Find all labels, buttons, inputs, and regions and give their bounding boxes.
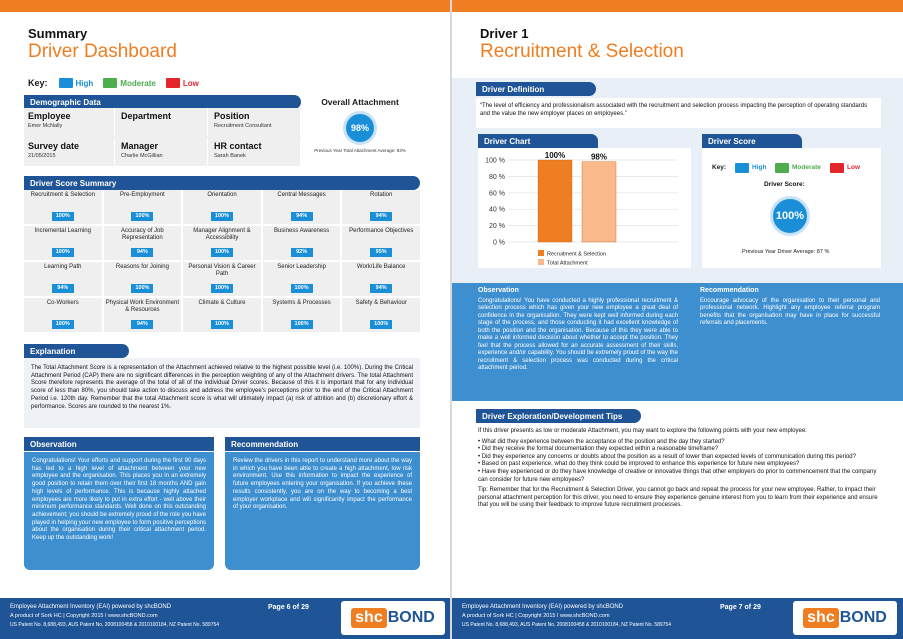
driver-score-badge: 94% [131, 248, 153, 257]
driver-score-badge: 100% [291, 284, 313, 293]
driver-score-cell [342, 190, 420, 224]
y-tick-label: 80 % [489, 173, 505, 181]
driver-score-cell [263, 262, 341, 296]
driver-score-badge: 100% [211, 212, 233, 221]
driver-score-badge: 100% [211, 248, 233, 257]
shcbond-logo: shc BOND [793, 601, 897, 635]
recommendation-heading: Recommendation [700, 287, 759, 294]
driver-name: Accuracy of Job Representation [121, 228, 164, 241]
driver-score-cell [104, 226, 182, 260]
demo-cell: HR contact Sarah Banek [210, 138, 301, 166]
driver-score-badge: 94% [131, 320, 153, 329]
observation-column [478, 287, 678, 373]
high-swatch [59, 78, 73, 88]
driver-score-cell [183, 298, 261, 332]
footer [0, 598, 451, 639]
driver-score-cell [183, 226, 261, 260]
driver-name: Recruitment & Selection [30, 192, 95, 198]
driver-score-ring: 100% [770, 196, 810, 236]
tips-bullet: • Have they experienced or do they have knowledge of creative or innovative things that other employers do prior to commencement that the company can consider for future new employees? [478, 468, 877, 483]
overall-title: Overall Attachment [321, 97, 399, 107]
key-high: High [75, 78, 94, 88]
driver-score-cell [24, 262, 102, 296]
page-title: Recruitment & Selection [480, 41, 684, 62]
driver-name: Orientation [207, 192, 237, 198]
observation-heading: Observation [478, 287, 519, 294]
footer-product: Employee Attachment Inventory (EAI) powered by shcBOND [10, 604, 172, 610]
driver-score-cell [104, 262, 182, 296]
driver-name: Climate & Culture [198, 300, 246, 306]
tips-bullet: • What did they experience between the acceptance of the position and the day they started? [478, 438, 725, 445]
driver-score-badge: 100% [291, 320, 313, 329]
shcbond-logo: shc BOND [341, 601, 445, 635]
demo-cell: Survey date 21/05/2015 [24, 138, 115, 166]
bar [538, 160, 572, 242]
tips-heading: Driver Exploration/Development Tips [476, 409, 641, 423]
driver-score-badge: 100% [211, 320, 233, 329]
page-label: Driver 1 [480, 26, 529, 41]
demographic-table [24, 108, 301, 166]
driver-name: Performance Objectives [349, 228, 414, 234]
driver-score-badge: 94% [370, 212, 392, 221]
tips-bullet: • Did they receive the formal documentation they expected within a reasonable timeframe? [478, 446, 719, 453]
driver-name: Incremental Learning [34, 228, 91, 234]
driver-name: Reasons for Joining [115, 264, 169, 270]
driver-name: Pre-Employment [120, 192, 165, 198]
tips-bullet: • Did they experience any concerns or doubts about the position as a result of lower than expected levels of communication during this period? [478, 453, 856, 460]
driver-prev-average: Previous Year Driver Average: 87 % [742, 249, 830, 255]
key-label: Key: [28, 78, 48, 88]
driver-chart-card [478, 148, 691, 268]
driver-score-cell [342, 226, 420, 260]
high-swatch [735, 163, 749, 173]
driver-score-card [702, 148, 881, 268]
page-number: Page 7 of 29 [720, 604, 761, 611]
footer-copyright: A product of Sork HC | Copyright 2015 I www.shcBOND.com [10, 613, 158, 619]
observation-text: Congratulations! You have conducted a highly professional recruitment & selection process which has given your new employee a great deal of confidence in the organisation. They were kept well informed during each stage of the process, and those conducting it had excellent knowledge of both the position and the organisation. Because of this they were able to make a well informed decision about whether to accept the position. They feel that the process allowed for an accurate assessment of their skills, experience and/or capability. You should be extremely proud of the way the recruitment & selection process was conducted during the critical attachment period. [478, 297, 678, 371]
driver-score-cell [183, 262, 261, 296]
footer-patent: US Patent No. 8,688,493, AUS Patent No. 2008100458 & 2010100184, NZ Patent No. 589754 [462, 622, 672, 628]
recommendation-heading: Recommendation [225, 437, 420, 451]
driver-score-badge: 95% [370, 248, 392, 257]
observation-text: Congratulations! Your efforts and support during the first 90 days has led to a high level of attachment between your new employee and the organisation. This places you in an extremely good position to retain them over their first 18 months AND gain high levels of performance. This is because highly attached employees are more likely to put in extra effort - well above their minimum performance standards. Well done on this outstanding achievement; you should be extremely proud of the role you have played in helping your new employee to form positive perceptions about the organisation during their critical attachment period. Keep up the outstanding work! [24, 452, 214, 570]
page-label: Summary [28, 26, 88, 41]
recommendation-text: Encourage advocacy of the organisation to their personal and professional network. Highlight any employee referral program benefits that the organisation may have in place for successful referrals and placements. [700, 297, 880, 326]
driver-name: Business Awareness [273, 228, 330, 234]
tips-intro: If this driver presents as low or moderate Attachment, you may want to explore the following points with your new employee: [478, 428, 807, 434]
recommendation-column [700, 287, 880, 328]
driver-score-cell [24, 226, 102, 260]
definition-heading: Driver Definition [476, 82, 596, 96]
driver-name: Rotation [370, 192, 393, 198]
overall-prev-average: Previous Year Total Attachment Average: 83% [314, 148, 406, 153]
footer-product: Employee Attachment Inventory (EAI) powered by shcBOND [462, 604, 624, 610]
tips-bullet: • Based on past experience, what do they think could be improved to enhance this experience for future new employees? [478, 461, 800, 468]
driver-score-cell [263, 226, 341, 260]
y-tick-label: 20 % [489, 223, 505, 231]
driver-score-badge: 100% [52, 212, 74, 221]
bar-data-label: 100% [544, 151, 566, 160]
driver-name: Central Messages [277, 192, 326, 198]
legend-swatch [538, 250, 544, 256]
overall-attachment [305, 97, 415, 153]
driver-score-label: Driver Score: [764, 181, 805, 188]
bar [582, 162, 616, 242]
driver-score-cell [342, 262, 420, 296]
low-swatch [166, 78, 180, 88]
demo-cell: Employee Emer McNally [24, 108, 115, 136]
bar-data-label: 98% [590, 152, 608, 162]
driver-name: Personal Vision & Career Path [188, 264, 256, 277]
driver-score-badge: 100% [131, 284, 153, 293]
low-swatch [830, 163, 844, 173]
explanation-text: The Total Attachment Score is a representation of the Attachment achieved relative to the highest possible level (i.e. 100%). During the Critical Attachment Period (CAP) there are no significant differences in the perception weighting of any of the Attachment drivers. The total Attachment Score therefore represents the average of the total of all of the individual Driver scores. Because of this it is important that for any individual score of less than 80%, you should take action to discuss and address the employee's perceptions prior to the end of the Critical Attachment Period i.e. 120th day. Remember that the total Attachment score is what will ultimately impact (a) risk of attrition and (b) discretionary effort & performance. Scores are rounded to the nearest 1%. [24, 358, 420, 428]
y-tick-label: 60 % [489, 190, 505, 198]
page-driver-1 [452, 0, 903, 639]
driver-score-cell [24, 298, 102, 332]
score-key-high: High [752, 164, 767, 171]
top-accent-bar [0, 0, 451, 12]
key-moderate: Moderate [120, 78, 156, 88]
driver-name: Manager Alignment & Accessibility [193, 228, 251, 241]
driver-name: Learning Path [44, 264, 82, 270]
y-tick-label: 0 % [492, 239, 505, 247]
footer-patent: US Patent No. 8,688,493, AUS Patent No. 2008100458 & 2010100184, NZ Patent No. 589754 [10, 622, 220, 628]
driver-name: Senior Leadership [277, 264, 326, 270]
moderate-swatch [103, 78, 117, 88]
score-key-label: Key: [712, 164, 727, 171]
demo-cell: Manager Charlie McGillian [117, 138, 208, 166]
overall-score-ring: 98% [343, 111, 377, 145]
driver-score-badge: 100% [370, 320, 392, 329]
driver-score-cell [104, 298, 182, 332]
page-number: Page 6 of 29 [268, 604, 309, 611]
score-summary-heading: Driver Score Summary [24, 176, 420, 190]
demographic-heading: Demographic Data [24, 95, 301, 109]
driver-name: Physical Work Environment & Resources [105, 300, 180, 313]
driver-score-badge: 100% [211, 284, 233, 293]
explanation-heading: Explanation [24, 344, 129, 358]
top-accent-bar [452, 0, 903, 12]
footer [452, 598, 903, 639]
recommendation-text: Review the drivers in this report to understand more about the way in which you have been able to create a high attachment, low risk environment. Use this information to impact the experience of future employees entering your organisation. If you achieve these results consistently, you are on the way to becoming a best employer workplace and will significantly impact the performance of your organisation. [225, 452, 420, 570]
driver-score-cell [24, 190, 102, 224]
legend-swatch [538, 259, 544, 265]
driver-score-badge: 100% [52, 320, 74, 329]
driver-score-badge: 94% [52, 284, 74, 293]
driver-chart [478, 148, 691, 268]
driver-name: Work/Life Balance [356, 264, 406, 270]
score-heading: Driver Score [702, 134, 802, 148]
tips-outro: Tip: Remember that for the Recruitment & Selection Driver, you cannot go back and repeat the process for your new employee. Rather, to impact their personal attachment perception for this driver, you need to ensure they experience genuine interest from you to learn from their experience and ensure that you will be using their feedback to improve future recruitment processes. [478, 487, 878, 509]
driver-name: Co-Workers [46, 300, 79, 306]
demo-cell: Department [117, 108, 208, 136]
driver-score-badge: 94% [291, 212, 313, 221]
driver-score-badge: 100% [131, 212, 153, 221]
driver-name: Systems & Processes [272, 300, 331, 306]
score-key-moderate: Moderate [792, 164, 821, 171]
y-tick-label: 40 % [489, 206, 505, 214]
page-summary [0, 0, 451, 639]
score-summary-grid [24, 190, 420, 332]
driver-score-cell [104, 190, 182, 224]
key-low: Low [182, 78, 199, 88]
demo-cell: Position Recruitment Consultant [210, 108, 301, 136]
legend-label: Total Attachment [547, 260, 588, 267]
legend-label: Recruitment & Selection [547, 251, 606, 258]
key-legend [28, 78, 204, 88]
driver-score-cell [263, 298, 341, 332]
page-title: Driver Dashboard [28, 41, 177, 62]
driver-score-cell [263, 190, 341, 224]
driver-score-badge: 92% [291, 248, 313, 257]
y-tick-label: 100 % [485, 157, 505, 165]
tips-body [478, 428, 882, 513]
driver-score-badge: 94% [370, 284, 392, 293]
moderate-swatch [775, 163, 789, 173]
observation-heading: Observation [24, 437, 214, 451]
definition-text: “The level of efficiency and professionalism associated with the recruitment and selection process impacting the perception of operating standards and the value the new employer places on employees.” [476, 98, 881, 128]
driver-name: Safety & Behaviour [355, 300, 407, 306]
driver-score-cell [183, 190, 261, 224]
driver-score-cell [342, 298, 420, 332]
chart-heading: Driver Chart [478, 134, 598, 148]
score-key-low: Low [847, 164, 860, 171]
driver-score-badge: 100% [52, 248, 74, 257]
footer-copyright: A product of Sork HC | Copyright 2015 I www.shcBOND.com [462, 613, 610, 619]
